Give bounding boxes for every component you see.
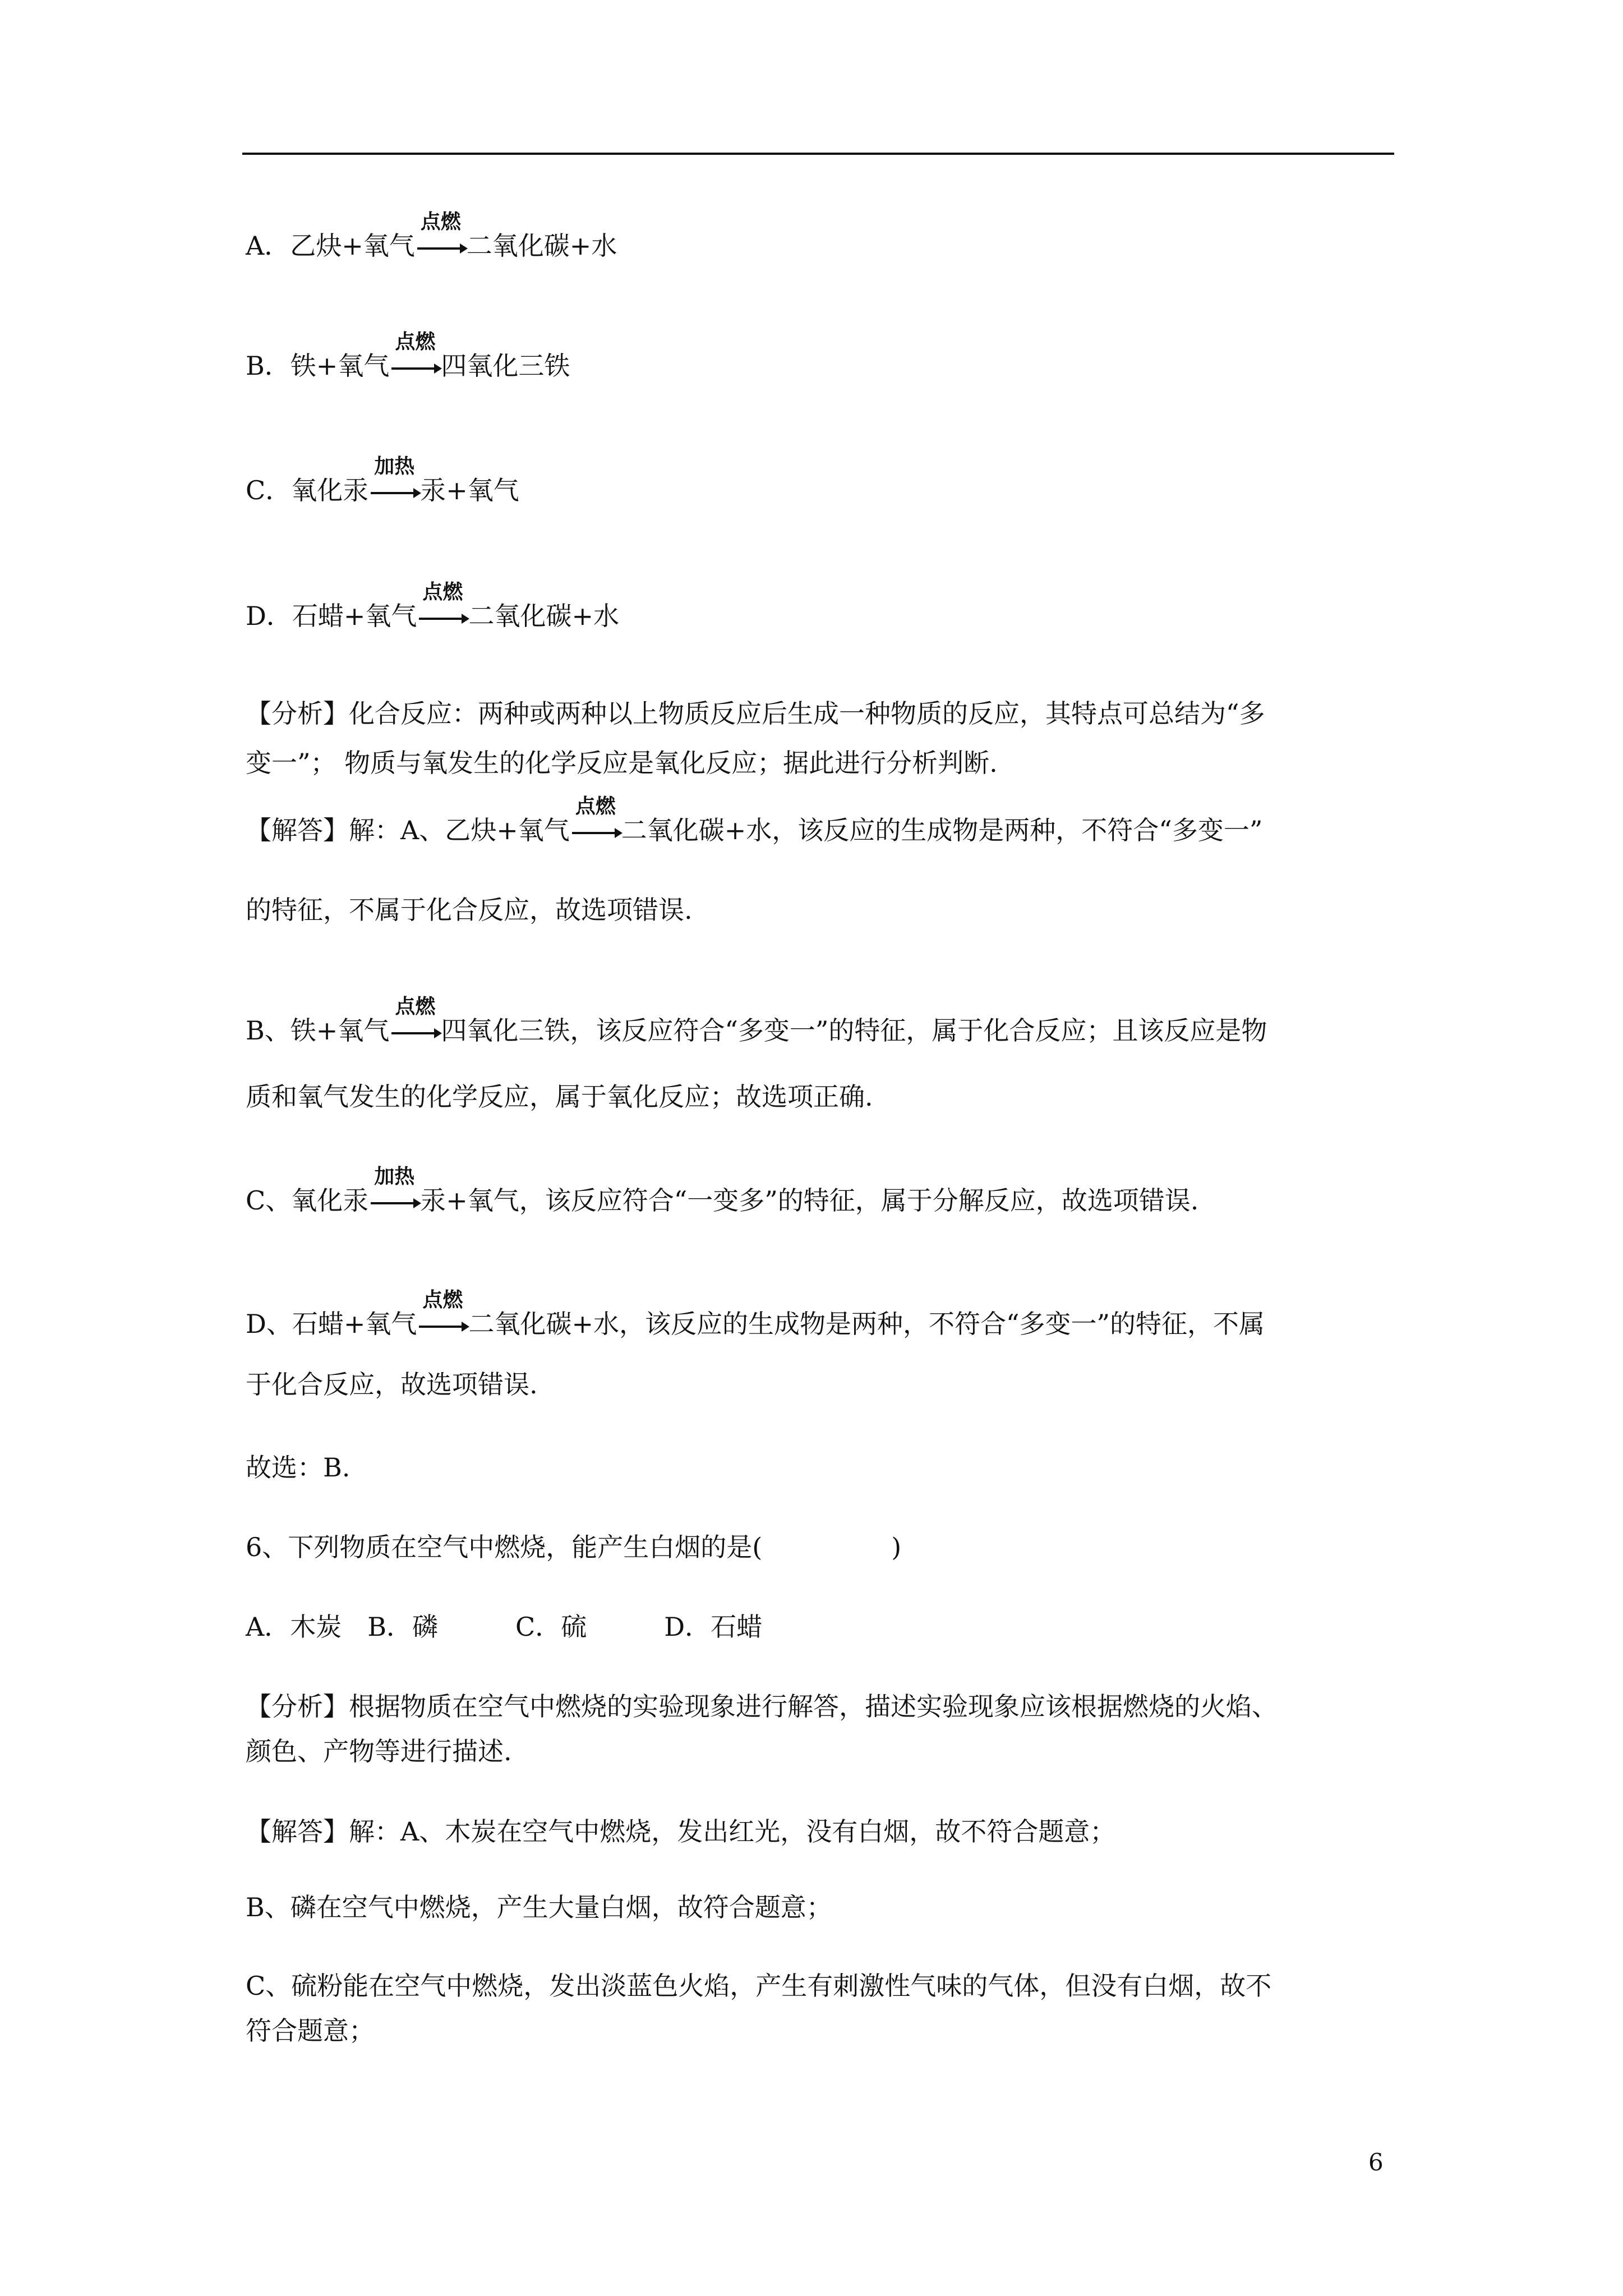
reaction-arrow — [389, 995, 441, 1047]
option-c: C．氧化汞 加热 汞+氧气 — [246, 473, 519, 507]
arrow-icon — [391, 1032, 435, 1034]
reaction-condition: 点燃 — [575, 795, 616, 818]
reaction-arrow — [570, 795, 621, 847]
answer-b: B、铁+氧气 点燃 四氧化三铁，该反应符合“多变一”的特征，属于化合反应；且该反应是物 — [246, 1014, 1267, 1047]
reaction-arrow — [415, 210, 467, 263]
answer-c: C、氧化汞 加热 汞+氧气，该反应符合“一变多”的特征，属于分解反应，故选项错误. — [246, 1184, 1198, 1217]
answer-a: 【解答】解：A、木炭在空气中燃烧，发出红光，没有白烟，故不符合题意； — [246, 1816, 1116, 1847]
arrow-icon — [371, 492, 414, 494]
final-choice: 故选：B. — [246, 1452, 351, 1483]
reaction-condition: 点燃 — [395, 330, 436, 353]
question-stem: 6、下列物质在空气中燃烧，能产生白烟的是( ) — [246, 1532, 902, 1562]
question-options: A．木炭 B．磷 C．硫 D．石蜡 — [246, 1612, 763, 1642]
header-rule — [242, 153, 1394, 155]
page-number: 6 — [1368, 2148, 1384, 2176]
analysis-line: 【分析】根据物质在空气中燃烧的实验现象进行解答，描述实验现象应该根据燃烧的火焰、 — [246, 1691, 1278, 1722]
answer-d: D、石蜡+氧气 点燃 二氧化碳+水，该反应的生成物是两种，不符合“多变一”的特征，不属 — [246, 1307, 1265, 1341]
reaction-arrow — [417, 1289, 468, 1341]
arrow-icon — [572, 832, 616, 834]
answer-line: 的特征，不属于化合反应，故选项错误. — [246, 895, 693, 925]
analysis-line: 颜色、产物等进行描述. — [246, 1736, 512, 1766]
reaction-arrow — [389, 330, 441, 383]
arrow-icon — [391, 367, 435, 370]
answer-c: C、硫粉能在空气中燃烧，发出淡蓝色火焰，产生有刺激性气味的气体，但没有白烟，故不 — [246, 1971, 1272, 2001]
reaction-condition: 加热 — [374, 1165, 415, 1188]
reaction-condition: 点燃 — [395, 995, 436, 1018]
analysis-line: 变一”； 物质与氧发生的化学反应是氧化反应；据此进行分析判断. — [246, 748, 998, 778]
answer-line: 质和氧气发生的化学反应，属于氧化反应；故选项正确. — [246, 1082, 873, 1112]
reaction-condition: 点燃 — [422, 581, 463, 604]
option-a: A．乙炔+氧气 点燃 二氧化碳+水 — [246, 229, 617, 263]
analysis-line: 【分析】化合反应：两种或两种以上物质反应后生成一种物质的反应，其特点可总结为“多 — [246, 698, 1265, 729]
option-b: B．铁+氧气 点燃 四氧化三铁 — [246, 349, 570, 383]
option-d: D．石蜡+氧气 点燃 二氧化碳+水 — [246, 599, 619, 633]
arrow-icon — [419, 618, 463, 620]
reaction-arrow — [368, 455, 420, 507]
answer-line: 符合题意； — [246, 2016, 375, 2046]
answer-a: 【解答】解：A、乙炔+氧气 点燃 二氧化碳+水，该反应的生成物是两种，不符合“多变一” — [246, 813, 1262, 847]
answer-line: 于化合反应，故选项错误. — [246, 1369, 538, 1400]
reaction-arrow — [368, 1165, 420, 1217]
reaction-condition: 点燃 — [420, 210, 461, 233]
arrow-icon — [419, 1326, 463, 1328]
arrow-icon — [417, 247, 461, 250]
arrow-icon — [371, 1202, 414, 1204]
reaction-condition: 加热 — [374, 455, 415, 478]
answer-b: B、磷在空气中燃烧，产生大量白烟，故符合题意； — [246, 1892, 832, 1922]
reaction-arrow — [417, 581, 468, 633]
reaction-condition: 点燃 — [422, 1289, 463, 1312]
